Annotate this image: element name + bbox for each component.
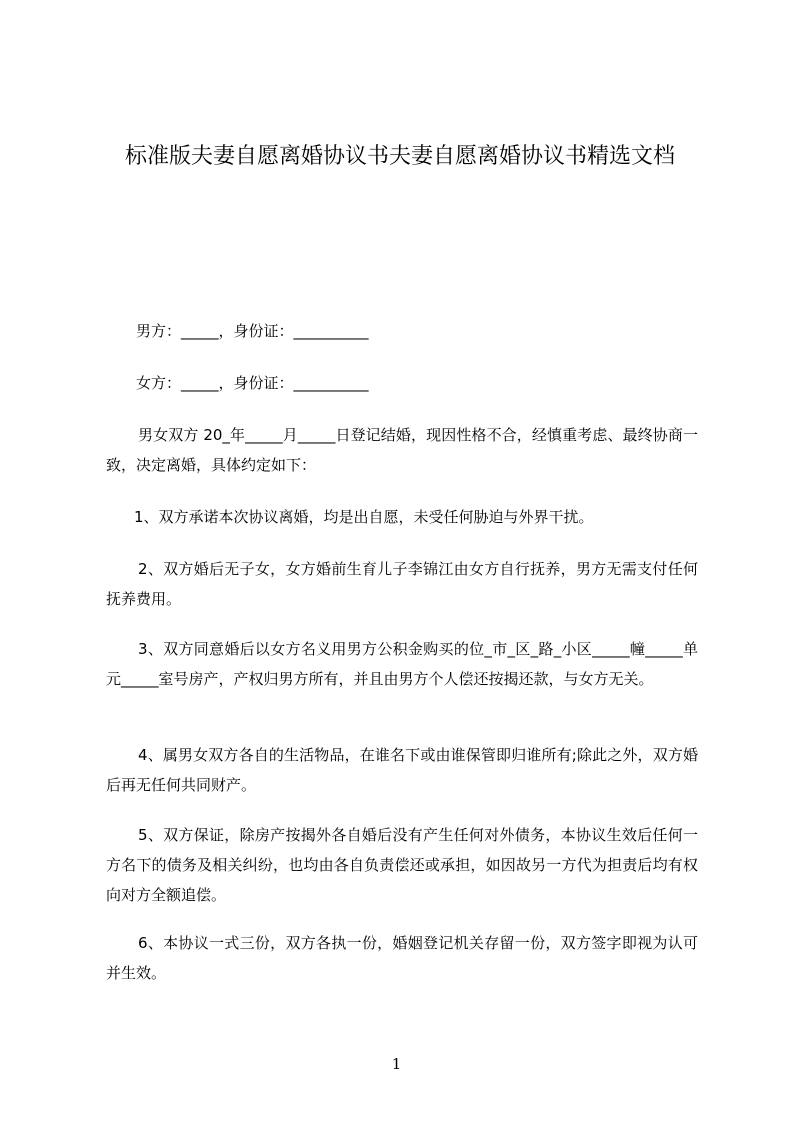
clause-2: 2、双方婚后无子女，女方婚前生育儿子李锦江由女方自行抚养，男方无需支付任何抚养费用。: [106, 560, 698, 608]
page-number: 1: [391, 1055, 402, 1073]
clause-1: 1、双方承诺本次协议离婚，均是出自愿，未受任何胁迫与外界干扰。: [134, 508, 594, 526]
male-party-line: 男方：_____，身份证：__________: [136, 322, 369, 340]
clause-4: 4、属男女双方各自的生活物品，在谁名下或由谁保管即归谁所有;除此之外，双方婚后再无任何共同财产。: [106, 746, 698, 794]
clause-6: 6、本协议一式三份，双方各执一份，婚姻登记机关存留一份，双方签字即视为认可并生效。: [106, 934, 698, 982]
clause-3: 3、双方同意婚后以女方名义用男方公积金购买的位_市_区_路_小区_____幢_____单元_____室号房产，产权归男方所有，并且由男方个人偿还按揭还款，与女方无关。: [106, 640, 698, 688]
document-title: 标准版夫妻自愿离婚协议书夫妻自愿离婚协议书精选文档: [124, 144, 675, 169]
clause-5: 5、双方保证，除房产按揭外各自婚后没有产生任何对外债务，本协议生效后任何一方名下的债务及相关纠纷，也均由各自负责偿还或承担，如因故另一方代为担责后均有权向对方全额追偿。: [106, 826, 698, 904]
intro-paragraph: 男女双方 20_年_____月_____日登记结婚，现因性格不合，经慎重考虑、最终协商一致，决定离婚，具体约定如下：: [106, 426, 698, 474]
female-party-line: 女方：_____，身份证：__________: [136, 374, 369, 392]
